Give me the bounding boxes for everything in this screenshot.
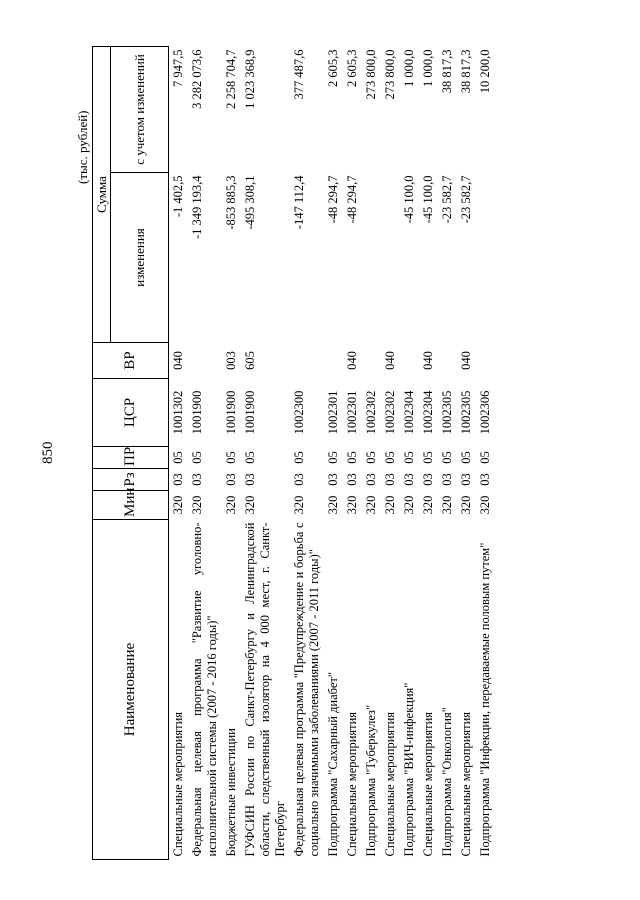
cell-csr: 1002304 [402,390,416,435]
table-row [324,47,343,860]
cell-total: 7 947,5 [171,49,185,87]
cell-csr: 1002302 [383,390,397,435]
cell-name: Специальные мероприятия [421,711,435,857]
cell-csr: 1002301 [326,390,340,435]
header-rz: Рз [93,469,169,491]
cell-total: 1 023 368,9 [243,49,257,109]
cell-vr: 040 [421,351,435,370]
cell-change [476,173,495,343]
table-row [222,47,241,860]
cell-vr [400,343,419,379]
cell-name: Подпрограмма "Онкология" [440,707,454,857]
cell-change: -147 112,4 [292,175,306,230]
cell-change: -45 100,0 [421,175,435,224]
cell-vr: 040 [459,351,473,370]
cell-rz: 03 [292,473,306,486]
header-vr: ВР [93,343,169,379]
cell-rz: 03 [402,473,416,486]
cell-pr: 05 [345,451,359,464]
cell-pr: 05 [292,451,306,464]
cell-vr [188,343,222,379]
cell-name: ГУФСИН России по Санкт-Петербургу и Ленинградской области, следственный изолятор на 4 000 мест, г. Санкт-Петербург [243,522,287,857]
cell-vr [290,343,324,379]
cell-pr: 05 [171,451,185,464]
table-row [290,47,324,860]
cell-total: 1 000,0 [402,49,416,87]
units-label: (тыс. рублей) [75,110,90,184]
cell-rz: 03 [440,473,454,486]
cell-min: 320 [364,495,378,515]
cell-rz: 03 [326,473,340,486]
cell-rz: 03 [383,473,397,486]
cell-min: 320 [478,495,492,515]
cell-csr: 1001900 [243,390,257,435]
cell-total: 273 800,0 [383,49,397,100]
budget-table [92,46,495,860]
cell-vr: 040 [171,351,185,370]
cell-rz: 03 [171,473,185,486]
cell-change: -1 349 193,4 [190,175,204,240]
table-header [93,47,169,860]
cell-change: -23 582,7 [459,175,473,224]
header-pr: ПР [93,447,169,469]
cell-change: -853 885,3 [224,175,238,230]
table-body [169,47,496,860]
cell-pr: 05 [478,451,492,464]
cell-name: Федеральная целевая программа "Развитие уголовно-исполнительной системы (2007 - 2016 годы)" [190,522,219,857]
cell-total: 1 000,0 [421,49,435,87]
cell-total: 2 605,3 [345,49,359,87]
cell-vr [476,343,495,379]
cell-pr: 05 [326,451,340,464]
cell-name: Специальные мероприятия [383,711,397,857]
cell-rz: 03 [478,473,492,486]
cell-change: -45 100,0 [402,175,416,224]
cell-name: Федеральная целевая программа "Предупреждение и борьба с социально значимыми заболеваниями (2007 - 2011 годы)" [292,522,321,857]
table-row [476,47,495,860]
cell-min: 320 [243,495,257,515]
cell-csr: 1002300 [292,390,306,435]
cell-csr: 1002301 [345,390,359,435]
cell-min: 320 [402,495,416,515]
cell-total: 273 800,0 [364,49,378,100]
cell-total: 2 258 704,7 [224,49,238,109]
cell-rz: 03 [364,473,378,486]
table-row [457,47,476,860]
cell-csr: 1002304 [421,390,435,435]
cell-min: 320 [190,495,204,515]
cell-rz: 03 [243,473,257,486]
cell-min: 320 [345,495,359,515]
cell-rz: 03 [224,473,238,486]
header-sum: Сумма [93,47,111,343]
cell-name: Подпрограмма "ВИЧ-инфекция" [402,682,416,857]
page-number: 850 [40,441,56,464]
cell-rz: 03 [190,473,204,486]
header-name: Наименование [93,520,169,860]
cell-name: Специальные мероприятия [171,711,185,857]
cell-name: Специальные мероприятия [459,711,473,857]
cell-csr: 1001900 [190,390,204,435]
cell-vr [362,343,381,379]
cell-change: -23 582,7 [440,175,454,224]
cell-pr: 05 [364,451,378,464]
cell-vr: 003 [224,351,238,370]
cell-pr: 05 [190,451,204,464]
cell-pr: 05 [224,451,238,464]
cell-change: -1 402,5 [171,175,185,218]
cell-min: 320 [421,495,435,515]
cell-total: 3 282 073,6 [190,49,204,109]
cell-pr: 05 [383,451,397,464]
cell-csr: 1001900 [224,390,238,435]
cell-total: 10 200,0 [478,49,492,94]
cell-min: 320 [383,495,397,515]
cell-name: Специальные мероприятия [345,711,359,857]
table-row [381,47,400,860]
table-row [343,47,362,860]
cell-pr: 05 [402,451,416,464]
cell-csr: 1002302 [364,390,378,435]
cell-rz: 03 [459,473,473,486]
cell-change [381,173,400,343]
cell-vr: 605 [243,351,257,370]
header-min: Мин [93,491,169,520]
cell-total: 38 817,3 [440,49,454,94]
cell-min: 320 [292,495,306,515]
cell-pr: 05 [440,451,454,464]
cell-change: -48 294,7 [345,175,359,224]
cell-csr: 1002306 [478,390,492,435]
table-row [362,47,381,860]
cell-min: 320 [326,495,340,515]
cell-name: Бюджетные инвестиции [224,728,238,857]
cell-name: Подпрограмма "Туберкулез" [364,704,378,857]
cell-name: Подпрограмма "Инфекции, передаваемые половым путем" [478,542,492,857]
cell-csr: 1002305 [440,390,454,435]
cell-min: 320 [224,495,238,515]
cell-pr: 05 [459,451,473,464]
header-change: изменения [111,173,169,343]
cell-total: 38 817,3 [459,49,473,94]
header-csr: ЦСР [93,379,169,447]
cell-csr: 1001302 [171,390,185,435]
cell-vr: 040 [383,351,397,370]
cell-name: Подпрограмма "Сахарный диабет" [326,672,340,857]
cell-min: 320 [440,495,454,515]
cell-change [362,173,381,343]
table-row [188,47,222,860]
table-row [169,47,189,860]
cell-min: 320 [459,495,473,515]
cell-pr: 05 [421,451,435,464]
table-row [241,47,290,860]
table-row [438,47,457,860]
cell-vr: 040 [345,351,359,370]
cell-csr: 1002305 [459,390,473,435]
cell-change: -48 294,7 [326,175,340,224]
cell-vr [324,343,343,379]
cell-pr: 05 [243,451,257,464]
cell-total: 2 605,3 [326,49,340,87]
cell-vr [438,343,457,379]
cell-total: 377 487,6 [292,49,306,100]
header-with-change: с учетом изменений [111,47,169,173]
cell-min: 320 [171,495,185,515]
cell-rz: 03 [345,473,359,486]
cell-rz: 03 [421,473,435,486]
cell-change: -495 308,1 [243,175,257,230]
table-row [400,47,419,860]
table-row [419,47,438,860]
